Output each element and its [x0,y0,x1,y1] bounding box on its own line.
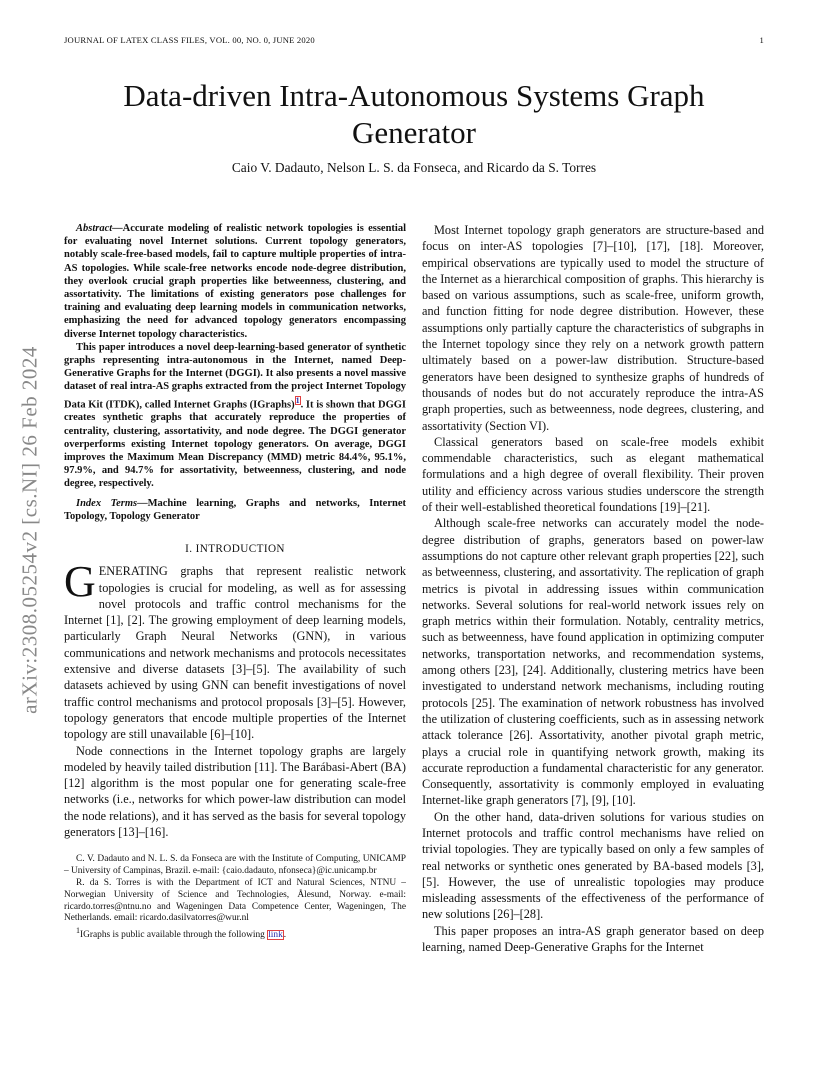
intro-paragraph-1: GENERATING graphs that represent realistic network topologies is crucial for modeling, as well as for assessing novel protocols and traffic control mechanisms for the Internet [1], [2]. The growing employment of deep learning models, particularly Graph Neural Networks (GNN), in various communications and network mechanisms and protocols necessitates extensive and diverse datasets [3]–[5]. The availability of such datasets achieved by using GNN can benefit investigations of novel traffic control mechanisms and protocol proposals [3]–[5]. However, topology generators that encode multiple properties of the Internet topology are still unavailable [6]–[10]. [64,557,406,742]
intro-paragraph-2: Node connections in the Internet topology graphs are largely modeled by heavily tailed distribution [11]. The Barábasi-Abert (BA) [12] algorithm is the most popular one for generating scale-free networks (i.e., networks for which power-law distribution can model the node relations), and it has served as the basis for several topology generators [13]–[16]. [64,743,406,840]
arxiv-identifier: arXiv:2308.05254v2 [cs.NI] 26 Feb 2024 [17,346,42,714]
left-column [64,222,406,942]
paper-title: Data-driven Intra-Autonomous Systems Graph Generator [123,78,705,150]
arxiv-sidebar [10,300,50,760]
footnotes [64,854,406,942]
right-paragraph-3: Although scale-free networks can accurately model the node-degree distribution of graphs, generators based on power-law assumptions do not capture other relevant graph properties [22], such as betweenness, clustering, and assortativity. The replication of graph metrics is pivotal in addressing issues within communication networks. Several solutions for real-world network issues rely on graph metrics within their formulation. Notably, centrality metrics, such as betweenness, have found application in optimizing computer networks, transportation networks, and recommendation systems, among others [23], [24]. Additionally, clustering metrics have been investigated to understand network mechanisms, including routing protocols [25]. The examination of network robustness has involved the utilization of clustering coefficients, such as in assessing network attack tolerance [26]. Assortativity, another pivotal graph metric, plays a crucial role in quantifying network growth, making its accurate reproduction a fundamental characteristic for any generator. Consequently, assortativity is commonly employed in evaluating Internet-like graph generators [7], [9], [10]. [422,516,764,808]
journal-name: JOURNAL OF LATEX CLASS FILES, VOL. 00, NO. 0, JUNE 2020 [64,35,315,45]
index-terms-label: Index Terms [76,497,138,509]
footnote-igraphs: 1IGraphs is public available through the following link. [76,926,287,941]
drop-cap: G [64,557,96,607]
right-paragraph-1: Most Internet topology graph generators are structure-based and focus on inter-AS topologies [7]–[10], [17], [18]. Moreover, empirical observations are typically used to model the structure of the Internet as a hierarchical composition of graphs. This hierarchy is based on various assumptions, such as scale-free, uniform growth, and function fitting for node degree distribution. However, these assumptions only partially capture the characteristics of subgraphs in the Internet topology since they rely on a network growth pattern ultimately based on a power-law distribution. Structure-based generators have been designed to synthesize graphs of hundreds of thousands of nodes but do not accurately reproduce the intra-AS graph properties, such as betweenness, node degrees, clustering, and assortativity (Section VI). [422,223,764,433]
index-terms: Index Terms—Machine learning, Graphs and networks, Internet Topology, Topology Generator [64,497,406,522]
footnote-affiliation-1: C. V. Dadauto and N. L. S. da Fonseca are with the Institute of Computing, UNICAMP – University of Campinas, Brazil. e-mail: {caio.dadauto, nfonseca}@ic.unicamp.br [64,854,406,877]
igraphs-link[interactable]: link [268,930,283,941]
abstract-label: Abstract [76,223,113,234]
right-column [422,222,764,955]
abstract-paragraph-2: This paper introduces a novel deep-learning-based generator of synthetic graphs representing intra-autonomous in the Internet, named Deep-Generative Graphs for the Internet (DGGI). It also presents a novel massive dataset of real intra-AS graphs extracted from the project Internet Topology Data Kit (ITDK), called Internet Graphs (IGraphs)$^1$. It is shown that DGGI creates synthetic graphs that accurately reproduce the properties of centrality, clustering, assortativity, and node degree. The DGGI generator overperforms existing Internet topology generators. On average, DGGI improves the Maximum Mean Discrepancy (MMD) metric 84.4%, 95.1%, 97.9%, and 94.7% for assortativity, betweenness, clustering, and node degree, respectively. [64,341,406,490]
right-paragraph-2: Classical generators based on scale-free models exhibit commendable characteristics, such as elegant mathematical formulations and a high degree of overall flexibility. Their proven utility and efficiency across various studies underscore the strength of their well-established theoretical foundations [19]–[21]. [422,434,764,515]
author-list: Caio V. Dadauto, Nelson L. S. da Fonseca, and Ricardo da S. Torres [231,160,597,175]
footnote-affiliation-2: R. da S. Torres is with the Department of ICT and Natural Sciences, NTNU – Norwegian University of Science and Technologies, Ålesund, Norway. e-mail: ricardo.torres@ntnu.no and Wageningen Data Competence Center, Wageningen, The Netherlands. email: ricardo.dasilvatorres@wur.nl [64,877,406,924]
footnote-ref-1[interactable]: 1 [295,395,300,405]
section-heading-introduction: I. INTRODUCTION [185,542,285,555]
abstract [64,222,406,523]
right-paragraph-4: On the other hand, data-driven solutions for various studies on Internet protocols and traffic control mechanisms have relied on trivial topologies. They are typically based on only a few samples of real networks or synthetic ones generated by BA-based models [3], [5]. However, the use of unrealistic topologies may produce misleading assessments of the effectiveness of the performance of new solutions [26]–[28]. [422,809,764,922]
right-paragraph-5: This paper proposes an intra-AS graph generator based on deep learning, named Deep-Generative Graphs for the Internet [422,923,764,955]
running-header [64,35,764,45]
abstract-paragraph-1: Abstract—Accurate modeling of realistic network topologies is essential for evaluating novel Internet solutions. Current topology generators, notably scale-free-based models, fail to capture multiple properties of intra-AS topologies. While scale-free networks encode node-degree distribution, they overlook crucial graph properties like betweenness, clustering, and assortativity. The limitations of existing generators pose challenges for training and evaluating deep learning models in communication networks, emphasizing the need for advanced topology generators encompassing diverse Internet topology characteristics. [64,223,406,340]
page-number: 1 [759,35,764,45]
